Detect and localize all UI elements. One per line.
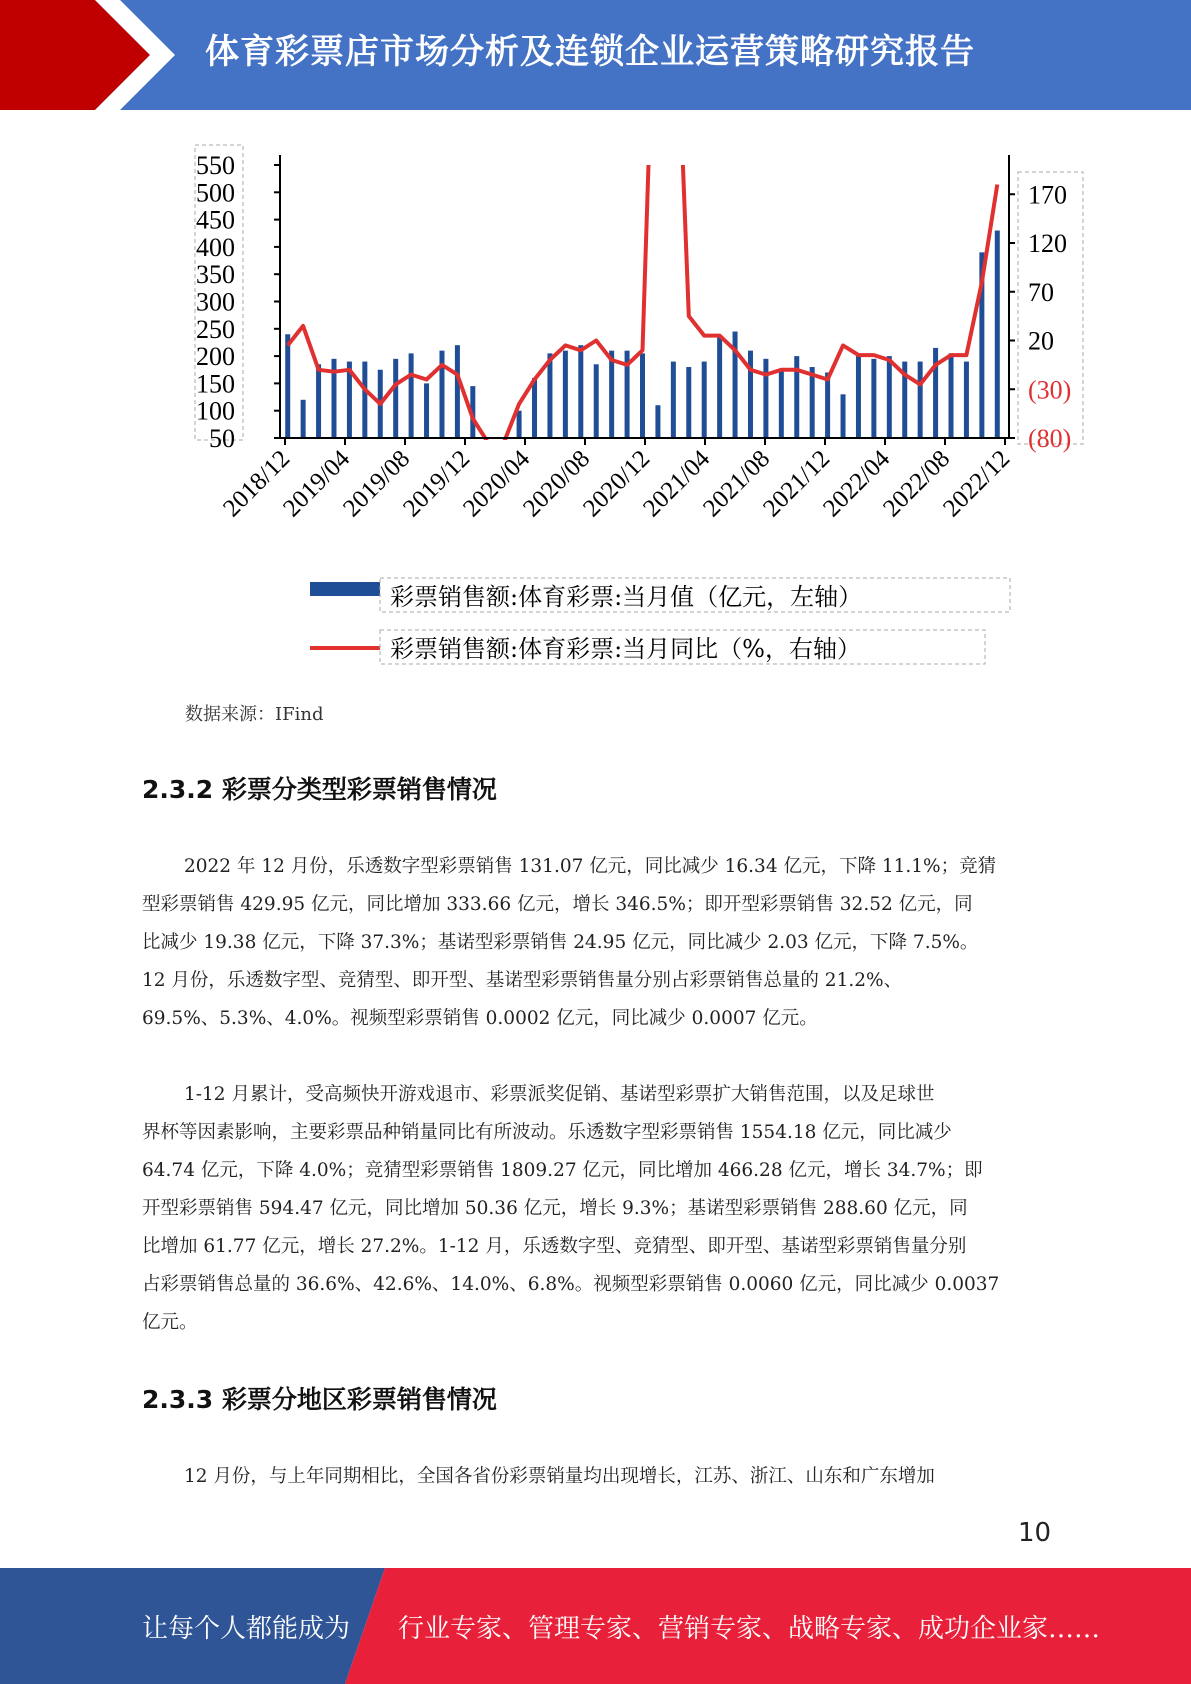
left-axis-tick-label: 350	[196, 260, 235, 290]
right-axis-tick-label: 120	[1028, 229, 1067, 258]
paragraph-line: 亿元。	[142, 1312, 198, 1333]
chart-legend	[310, 578, 1010, 664]
chart-axes	[196, 151, 1071, 522]
chart-bar	[594, 364, 599, 438]
paragraph-december	[142, 848, 1042, 1038]
footer-slogan-left: 让每个人都能成为	[142, 1614, 351, 1644]
page-header	[0, 0, 1191, 110]
chart-bar	[856, 356, 861, 438]
paragraph-line: 1-12 月累计，受高频快开游戏退市、彩票派奖促销、基诺型彩票扩大销售范围，以及足球世	[184, 1084, 935, 1105]
right-axis-tick-label: 170	[1028, 180, 1067, 210]
page-number: 10	[1018, 1518, 1052, 1548]
chart-bar	[362, 362, 367, 438]
chart-bar	[409, 353, 414, 438]
chart-bar	[424, 383, 429, 438]
paragraph-line: 界杯等因素影响，主要彩票品种销量同比有所波动。乐透数字型彩票销售 1554.18 亿元，同比减少	[142, 1122, 952, 1143]
x-axis-tick-label: 2020/08	[518, 445, 596, 523]
left-axis-tick-label: 250	[196, 314, 235, 344]
x-axis-tick-label: 2020/04	[458, 445, 536, 523]
paragraph-line: 64.74 亿元，下降 4.0%；竞猜型彩票销售 1809.27 亿元，同比增加 466.28 亿元，增长 34.7%；即	[142, 1160, 983, 1181]
chart-bar	[578, 345, 583, 438]
x-axis-tick-label: 2018/12	[218, 445, 296, 523]
chart-bar	[455, 345, 460, 438]
footer-slogan-right: 行业专家、管理专家、营销专家、战略专家、成功企业家……	[398, 1614, 1101, 1644]
chart-bar	[949, 353, 954, 438]
paragraph-line: 2022 年 12 月份，乐透数字型彩票销售 131.07 亿元，同比减少 16.34 亿元，下降 11.1%；竞猜	[184, 856, 997, 877]
x-axis-tick-label: 2021/08	[698, 445, 776, 523]
chart-bar	[871, 359, 876, 438]
chart-source: 数据来源：IFind	[185, 704, 324, 725]
chart-bar	[563, 351, 568, 438]
x-axis-tick-label: 2019/12	[398, 445, 476, 523]
paragraph-line: 占彩票销售总量的 36.6%、42.6%、14.0%、6.8%。视频型彩票销售 0.0060 亿元，同比减少 0.0037	[142, 1274, 1000, 1295]
chart-bar	[393, 359, 398, 438]
legend-label-bar: 彩票销售额:体育彩票:当月值（亿元，左轴）	[390, 583, 863, 611]
paragraph-line: 12 月份，与上年同期相比，全国各省份彩票销量均出现增长，江苏、浙江、山东和广东增加	[184, 1466, 935, 1487]
chart-bar	[316, 364, 321, 438]
left-axis-tick-label: 50	[209, 424, 235, 453]
left-axis-tick-label: 550	[196, 151, 235, 180]
x-axis-tick-label: 2020/12	[578, 445, 656, 523]
chart-bar	[609, 351, 614, 438]
legend-bar-swatch	[310, 582, 380, 596]
paragraph-line: 12 月份，乐透数字型、竞猜型、即开型、基诺型彩票销售量分别占彩票销售总量的 21.2%、	[142, 970, 903, 991]
chart-bar	[717, 337, 722, 438]
right-axis-tick-label: 20	[1028, 326, 1054, 356]
left-axis-tick-label: 200	[196, 342, 235, 372]
chart-bar	[686, 367, 691, 438]
chart-bar	[810, 367, 815, 438]
x-axis-tick-label: 2021/12	[758, 445, 836, 523]
section-heading-2-3-2: 2.3.2 彩票分类型彩票销售情况	[142, 775, 497, 804]
chart-bar	[995, 231, 1000, 438]
paragraph-line: 比增加 61.77 亿元，增长 27.2%。1-12 月，乐透数字型、竞猜型、即开型、基诺型彩票销售量分别	[142, 1236, 967, 1257]
left-axis-tick-label: 500	[196, 178, 235, 208]
left-axis-tick-label: 100	[196, 396, 235, 426]
left-axis-tick-label: 300	[196, 287, 235, 317]
chart-bar	[301, 400, 306, 438]
chart-bar	[547, 353, 552, 438]
x-axis-tick-label: 2019/04	[278, 445, 356, 523]
x-axis-tick-label: 2022/04	[818, 445, 896, 523]
left-axis-tick-label: 150	[196, 369, 235, 399]
chart-bar	[748, 351, 753, 438]
chart-bar	[640, 353, 645, 438]
chart-bar	[671, 362, 676, 438]
chart-bar	[655, 405, 660, 438]
right-axis-tick-label: (30)	[1028, 375, 1072, 405]
legend-label-line: 彩票销售额:体育彩票:当月同比（%，右轴）	[390, 635, 861, 663]
chart-bar	[517, 411, 522, 438]
left-axis-tick-label: 400	[196, 232, 235, 262]
paragraph-line: 比减少 19.38 亿元，下降 37.3%；基诺型彩票销售 24.95 亿元，同比减少 2.03 亿元，下降 7.5%。	[142, 932, 979, 953]
chart-bar	[918, 362, 923, 438]
chart-bar	[779, 370, 784, 438]
chart-bar	[964, 362, 969, 438]
sales-chart	[170, 130, 1100, 690]
chart-bar	[841, 394, 846, 438]
x-axis-tick-label: 2022/08	[878, 445, 956, 523]
chart-bar	[933, 348, 938, 438]
chart-bar	[532, 378, 537, 438]
x-axis-tick-label: 2021/04	[638, 445, 716, 523]
paragraph-regional	[142, 1458, 1042, 1496]
paragraph-line: 型彩票销售 429.95 亿元，同比增加 333.66 亿元，增长 346.5%；即开型彩票销售 32.52 亿元，同	[142, 894, 973, 915]
header-title: 体育彩票店市场分析及连锁企业运营策略研究报告	[205, 32, 975, 72]
paragraph-line: 开型彩票销售 594.47 亿元，同比增加 50.36 亿元，增长 9.3%；基诺型彩票销售 288.60 亿元，同	[142, 1198, 968, 1219]
chart-bar	[702, 362, 707, 438]
chart-bar	[887, 356, 892, 438]
paragraph-cumulative	[142, 1076, 1042, 1342]
paragraph-line: 69.5%、5.3%、4.0%。视频型彩票销售 0.0002 亿元，同比减少 0.0007 亿元。	[142, 1008, 818, 1029]
chart-bar	[763, 359, 768, 438]
right-axis-tick-label: (80)	[1028, 424, 1072, 453]
right-axis-tick-label: 70	[1028, 277, 1054, 307]
x-axis-tick-label: 2019/08	[338, 445, 416, 523]
page-footer	[0, 1568, 1191, 1684]
section-heading-2-3-3: 2.3.3 彩票分地区彩票销售情况	[142, 1385, 497, 1414]
left-axis-tick-label: 450	[196, 205, 235, 235]
chart-bar	[285, 334, 290, 438]
chart-bar	[825, 372, 830, 438]
x-axis-tick-label: 2022/12	[938, 445, 1016, 523]
